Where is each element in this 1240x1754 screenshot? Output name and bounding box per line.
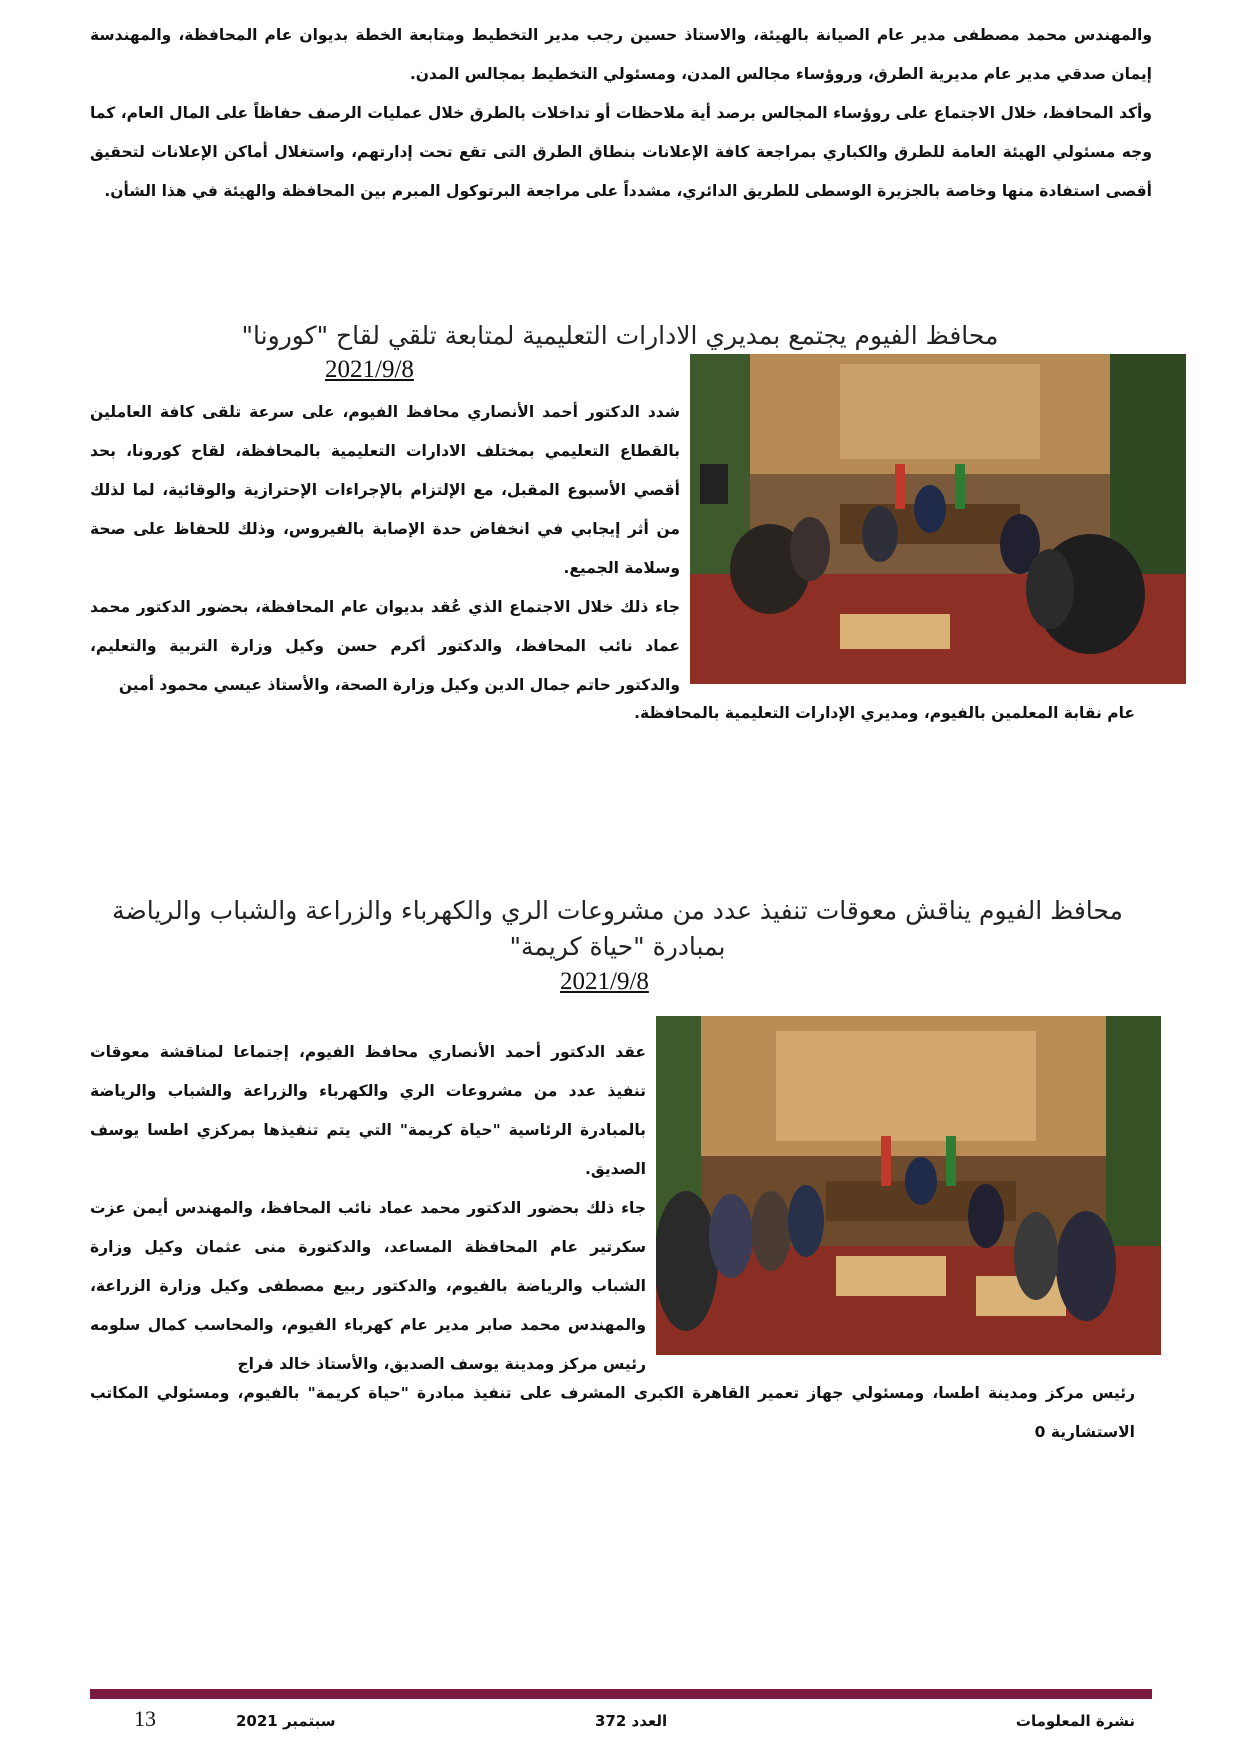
article-2-title: محافظ الفيوم يناقش معوقات تنفيذ عدد من مشروعات الري والكهرباء والزراعة والشباب والرياضة بمبادرة "حياة كريمة" — [112, 896, 1123, 961]
top-section — [90, 16, 1152, 211]
article-1-title: محافظ الفيوم يجتمع بمديري الادارات التعليمية لمتابعة تلقي لقاح "كورونا" — [241, 321, 999, 350]
footer-rule — [90, 1689, 1152, 1699]
meeting-room-photo-1 — [690, 354, 1186, 684]
top-paragraph-2: وأكد المحافظ، خلال الاجتماع على روؤساء المجالس برصد أية ملاحظات أو تداخلات بالطرق خلال عمليات الرصف حفاظاً على المال العام، كما وجه مسئولي الهيئة العامة للطرق والكباري بمراجعة كافة الإعلانات بنطاق الطرق التى تقع تحت إدارتهم، واستغلال أماكن الإعلانات لتحقيق أقصى استفادة منها وخاصة بالجزيرة الوسطى للطريق الدائري، مشدداً على مراجعة البرتوكول المبرم بين المحافظة والهيئة في هذا الشأن. — [90, 104, 1152, 200]
article-1-date: 2021/9/8 — [325, 356, 414, 383]
article-1-photo — [690, 354, 1186, 684]
article-1-paragraph-2: جاء ذلك خلال الاجتماع الذي عُقد بديوان عام المحافظة، بحضور الدكتور محمد عماد نائب المحافظ، والدكتور أكرم حسن وكيل وزارة التربية والتعليم، والدكتور حاتم جمال الدين وكيل وزارة الصحة، والأستاذ عيسي محمود أمين — [90, 598, 680, 694]
footer-issue: العدد 372 — [595, 1712, 668, 1730]
footer-month: سبتمبر 2021 — [236, 1712, 336, 1730]
article-2-body — [90, 1033, 646, 1384]
footer-page-number: 13 — [134, 1706, 156, 1731]
article-2-continuation: رئيس مركز ومدينة اطسا، ومسئولي جهاز تعمير القاهرة الكبرى المشرف على تنفيذ مبادرة "حياة كريمة" بالفيوم، ومسئولي المكاتب الاستشارية 0 — [90, 1384, 1135, 1441]
top-paragraph-1: والمهندس محمد مصطفى مدير عام الصيانة بالهيئة، والاستاذ حسين رجب مدير التخطيط ومتابعة الخطة بديوان عام المحافظة، والمهندسة إيمان صدقي مدير عام مديرية الطرق، وروؤساء مجالس المدن، ومسئولي التخطيط بمجالس المدن. — [90, 26, 1152, 83]
article-1-body — [90, 393, 680, 705]
article-1-continuation: عام نقابة المعلمين بالفيوم، ومديري الإدارات التعليمية بالمحافظة. — [634, 704, 1135, 722]
footer-publication: نشرة المعلومات — [1015, 1712, 1135, 1730]
article-2-paragraph-2: جاء ذلك بحضور الدكتور محمد عماد نائب المحافظ، والمهندس أيمن عزت سكرتير عام المحافظة المساعد، والدكتورة منى عثمان وكيل وزارة الشباب والرياضة بالفيوم، والدكتور ربيع مصطفى وكيل وزارة الزراعة، والمهندس محمد صابر مدير عام كهرباء الفيوم، والمحاسب كمال سلومه رئيس مركز ومدينة يوسف الصديق، والأستاذ خالد فراج — [90, 1199, 646, 1373]
article-1-paragraph-1: شدد الدكتور أحمد الأنصاري محافظ الفيوم، على سرعة تلقى كافة العاملين بالقطاع التعليمي بمختلف الادارات التعليمية بالمحافظة، لقاح كورونا، بحد أقصي الأسبوع المقبل، مع الإلتزام بالإجراءات الإحترازية والوقائية، لما لذلك من أثر إيجابي في انخفاض حدة الإصابة بالفيروس، وذلك للحفاظ على صحة وسلامة الجميع. — [90, 403, 680, 577]
meeting-room-photo-2 — [656, 1016, 1161, 1355]
article-2-date: 2021/9/8 — [560, 968, 649, 995]
article-2-photo — [656, 1016, 1161, 1355]
article-2-paragraph-1: عقد الدكتور أحمد الأنصاري محافظ الفيوم، إجتماعا لمناقشة معوقات تنفيذ عدد من مشروعات الري والكهرباء والزراعة والشباب والرياضة بالمبادرة الرئاسية "حياة كريمة" التي يتم تنفيذها بمركزي اطسا يوسف الصديق. — [90, 1043, 646, 1178]
